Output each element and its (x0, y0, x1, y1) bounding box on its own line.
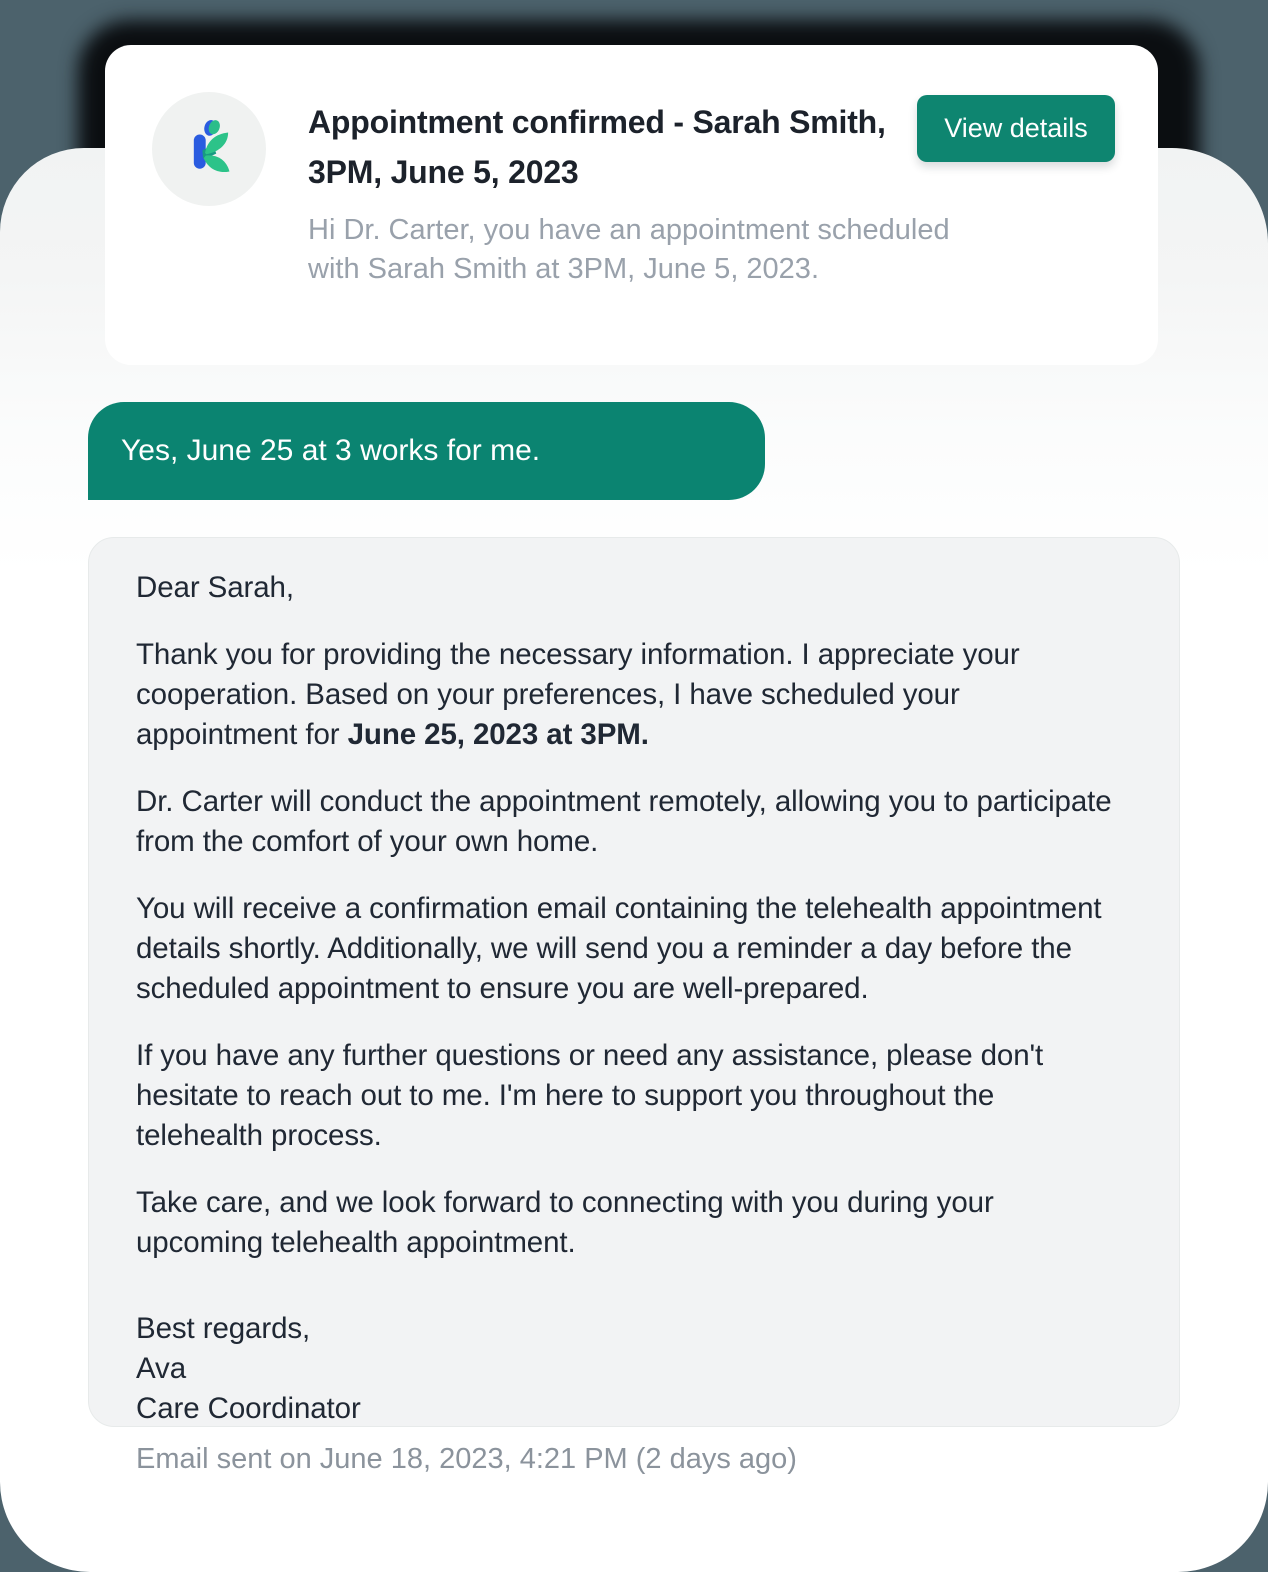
email-paragraph-confirmation: You will receive a confirmation email containing the telehealth appointment details shortly. Additionally, we will send you a reminder a day before the scheduled appointment to ensure you are well-prepared. (136, 892, 1102, 1005)
signature-name: Ava (136, 1352, 186, 1385)
email-paragraph-assistance: If you have any further questions or need any assistance, please don't hesitate to reach out to me. I'm here to support you throughout the telehealth process. (136, 1039, 1044, 1152)
email-greeting: Dear Sarah, (136, 571, 294, 604)
email-paragraph-remote: Dr. Carter will conduct the appointment remotely, allowing you to participate from the comfort of your own home. (136, 785, 1112, 858)
signature-signoff: Best regards, (136, 1312, 311, 1345)
email-card (88, 537, 1180, 1427)
appointment-datetime-bold: June 25, 2023 at 3PM. (347, 718, 649, 751)
view-details-button[interactable]: View details (917, 95, 1115, 162)
email-signature (136, 1309, 1117, 1429)
notification-body: Hi Dr. Carter, you have an appointment scheduled with Sarah Smith at 3PM, June 5, 2023. (308, 214, 950, 285)
signature-role: Care Coordinator (136, 1392, 361, 1425)
user-message-bubble (88, 402, 765, 500)
brand-avatar (152, 92, 266, 206)
email-paragraph-closing: Take care, and we look forward to connecting with you during your upcoming telehealth appointment. (136, 1186, 994, 1259)
email-paragraph-appointment-text: Thank you for providing the necessary information. I appreciate your cooperation. Based on your preferences, I have scheduled your appointment for (136, 638, 1020, 751)
notification-title: Appointment confirmed - Sarah Smith, 3PM, June 5, 2023 (308, 104, 886, 190)
notification-card (105, 45, 1158, 365)
email-paragraph-appointment (136, 635, 1117, 755)
k-leaf-logo-icon (176, 115, 242, 183)
email-sent-timestamp: Email sent on June 18, 2023, 4:21 PM (2 days ago) (136, 1443, 797, 1475)
user-message-text: Yes, June 25 at 3 works for me. (121, 434, 541, 467)
